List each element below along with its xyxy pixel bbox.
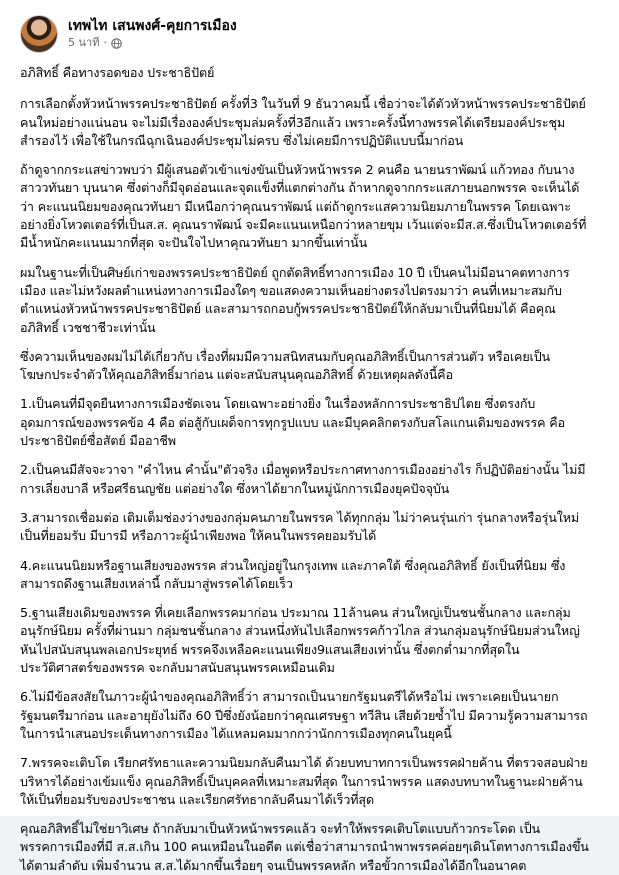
post-paragraph: คุณอภิสิทธิ์ไม่ใช่ยาวิเศษ ถ้ากลับมาเป็นหัวหน้าพรรคแล้ว จะทำให้พรรคเติบโตแบบก้าวกระโดด เป็น พรรคการเมืองที่มี ส.ส.เกิน 100 คนเหมือนในอดีต แต่เชื่อว่าสามารถนำพาพรรคค่อยๆเดินโตทางการเมืองขึ้น ได้ตามลำดับ เพิ่มจำนวน ส.ส.ได้มากขึ้นเรื่อยๆ จนเป็นพรรคหลัก หรือขั้วการเมืองได้อีกในอนาคต [20,821,589,873]
post-paragraph: ถ้าดูจากกระแสข่าวพบว่า มีผู้เสนอตัวเข้าแข่งขันเป็นหัวหน้าพรรค 2 คนคือ นายนราพัฒน์ แก้วทอง กับนาง สาววทันยา บุนนาค ซึ่งต่างก็มีจุดอ่อนและจุดแข็งที่แตกต่างกัน ถ้าหากดูจากกระแสภายนอกพรรค จะเห็นได้ ว่า คะแนนนิยมของคุณวทันยา มีเหนือกว่าคุณนราพัฒน์ แต่ถ้าดูกระแสความนิยมภายในพรรค โดยเฉพาะ อย่างยิ่งโหวตเตอร์ที่เป็นส.ส. คุณนราพัฒน์ จะมีคะแนนเหนือกว่าหลายขุม เว้นแต่จะมีส.ส.ซึ่งเป็นโหวตเตอร์ที่ มีน้ำหนักคะแนนมากที่สุด จะปันใจไปหาคุณวทันยา มากขึ้นเท่านั้น [20,162,587,251]
globe-icon [111,38,122,49]
post-paragraph: ซึ่งความเห็นของผมไม่ได้เกี่ยวกับ เรื่องที่ผมมีความสนิทสนมกับคุณอภิสิทธิ์เป็นการส่วนตัว หรือเคยเป็น โฆษกประจำตัวให้คุณอภิสิทธิ์มาก่อน แต่จะสนับสนุนคุณอภิสิทธิ์ ด้วยเหตุผลดังนี้คือ [20,348,551,383]
post-meta [68,35,237,51]
post-paragraph: 6.ไม่มีข้อสงสัยในภาวะผู้นำของคุณอภิสิทธิ์ว่า สามารถเป็นนายกรัฐมนตรีได้หรือไม่ เพราะเคยเป็นนายก รัฐมนตรีมาก่อน และอายุยังไม่ถึง 60 ปีซึ่งยังน้อยกว่าคุณเศรษฐา ทวีสิน เสียด้วยซ้ำไป มีความรู้ความสามารถ ในการนำเสนอประเด็นทางการเมือง ได้แหลมคมมากกว่านักการเมืองทุกคนในยุคนี้ [20,689,588,741]
post-paragraph: 5.ฐานเสียงเดิมของพรรค ที่เคยเลือกพรรคมาก่อน ประมาณ 11ล้านคน ส่วนใหญ่เป็นชนชั้นกลาง และกลุ่ม อนุรักษ์นิยม ครั้งที่ผ่านมา กลุ่มชนชั้นกลาง ส่วนหนึ่งหันไปเลือกพรรคก้าวไกล ส่วนกลุ่มอนุรักษ์นิยมส่วนใหญ่ หันไปสนับสนุนพลเอกประยุทธ์ พรรคจึงเหลือคะแนนเพียง9แสนเสียงเท่านั้น ซึ่งตกต่ำมากที่สุดใน ประวัติศาสตร์ของพรรค จะกลับมาสนับสนุนพรรคเหมือนเดิม [20,605,580,676]
post-paragraph: 3.สามารถเชื่อมต่อ เติมเต็มช่องว่างของกลุ่มคนภายในพรรค ได้ทุกกลุ่ม ไม่ว่าคนรุ่นเก่า รุ่นกลางหรือรุ่นใหม่ เป็นที่ยอมรับ มีบารมี หรือภาวะผู้นำเพียงพอ ให้คนในพรรคยอมรับได้ [20,509,580,544]
post-headline: อภิสิทธิ์ คือทางรอดของ ประชาธิปัตย์ [20,65,215,80]
avatar[interactable] [20,15,58,53]
post-body [20,64,609,875]
post-paragraph: 2.เป็นคนมีสัจจะวาจา "คำไหน คำนั้น"ตัวจริง เมื่อพูดหรือประกาศทางการเมืองอย่างไร ก็ปฏิบัติอย่างนั้น ไม่มี การเลี่ยงบาลี หรือศรีธนญชัย แต่อย่างใด ซึ่งหาได้ยากในหมู่นักการเมืองยุคปัจจุบัน [20,462,586,496]
meta-separator: · [103,36,107,49]
post-header [20,14,609,54]
author-name[interactable]: เทพไท เสนพงศ์-คุยการเมือง [68,18,237,34]
post-header-text [68,17,237,51]
post-time[interactable]: 5 นาที [68,36,100,49]
post-paragraph: 4.คะแนนนิยมหรือฐานเสียงของพรรค ส่วนใหญ่อยู่ในกรุงเทพ และภาคใต้ ซึ่งคุณอภิสิทธิ์ ยังเป็นที่นิยม ซึ่ง สามารถดึงฐานเสียงเหล่านี้ กลับมาสู่พรรคได้โดยเร็ว [20,557,566,591]
post-paragraph: การเลือกตั้งหัวหน้าพรรคประชาธิปัตย์ ครั้งที่3 ในวันที่ 9 ธันวาคมนี้ เชื่อว่าจะได้ตัวหัวหน้าพรรคประชาธิปัตย์ คนใหม่อย่างแน่นอน จะไม่มีเรื่ององค์ประชุมล่มครั้งที่3อีกแล้ว เพราะครั้งนี้ทางพรรคได้เตรียมองค์ประชุม สำรองไว้ เพื่อใช้ในกรณีฉุกเฉินองค์ประชุมไม่ครบ ซึ่งไม่เคยมีการปฏิบัติแบบนี้มาก่อน [20,96,586,148]
post-paragraph: 7.พรรคจะเติบโต เรียกศรัทธาและความนิยมกลับคืนมาได้ ด้วยบทบาทการเป็นพรรคฝ่ายค้าน ที่ตรวจสอบฝ่าย บริหารได้อย่างเข้มแข็ง คุณอภิสิทธิ์เป็นบุคคลที่เหมาะสมที่สุด ในการนำพรรค แสดงบทบาทในฐานะฝ่ายค้าน ให้เป็นที่ยอมรับของประชาชน และเรียกศรัทธากลับคืนมาได้เร็วที่สุด [20,755,588,807]
post-paragraph: ผมในฐานะที่เป็นศิษย์เก่าของพรรคประชาธิปัตย์ ถูกตัดสิทธิ์ทางการเมือง 10 ปี เป็นคนไม่มีอนาคตทางการ เมือง และไม่หวังผลตำแหน่งทางการเมืองใดๆ ขอแสดงความเห็นอย่างตรงไปตรงมาว่า คนที่เหมาะสมกับ ตำแหน่งหัวหน้าพรรคประชาธิปัตย์ และสามารถกอบกู้พรรคประชาธิปัตย์ให้กลับมาเป็นที่นิยมได้ คือคุณ อภิสิทธิ์ เวชชาชีวะเท่านั้น [20,264,570,335]
post-paragraph: 1.เป็นคนที่มีจุดยืนทางการเมืองชัดเจน โดยเฉพาะอย่างยิ่ง ในเรื่องหลักการประชาธิปไตย ซึ่งตรงกับ อุดมการณ์ของพรรคข้อ 4 คือ ต่อสู้กับเผด็จการทุกรูปแบบ และมีบุคคลิกตรงกับสโลแกนเดิมของพรรค คือ ประชาธิปัตย์ซื่อสัตย์ มืออาชีพ [20,396,565,449]
